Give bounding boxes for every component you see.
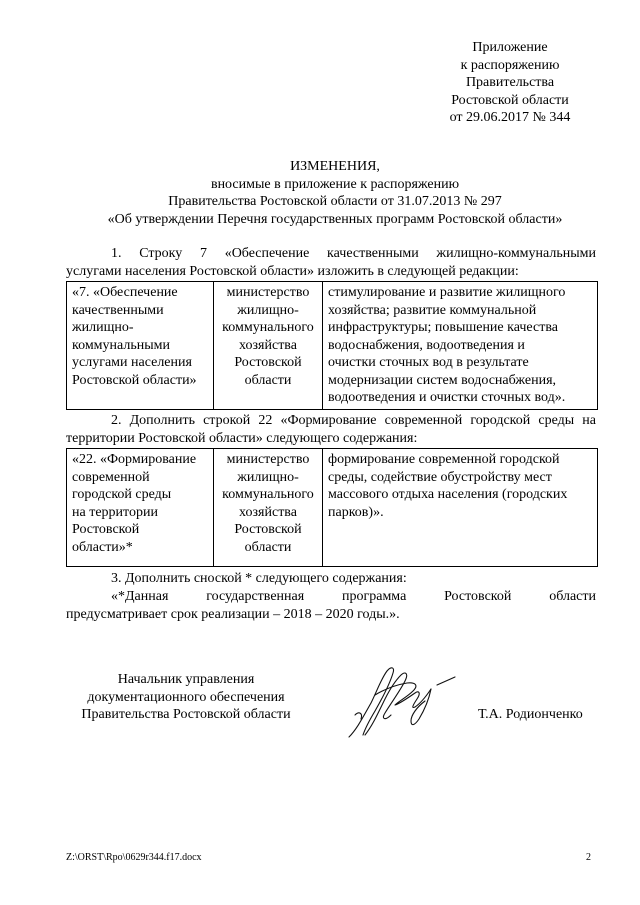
item-2-cont-line: территории Ростовской области» следующего содержания: [66,431,418,446]
title-line: вносимые в приложение к распоряжению [210,176,460,192]
signatory-position: Начальник управления документационного обеспечения Правительства Ростовской области [81,672,291,722]
title-line: «Об утверждении Перечня государственных программ Ростовской области» [107,211,563,227]
handwritten-signature [345,655,460,740]
table-row [67,449,598,567]
program-name-cell: «22. «Формирование современной городской среды на территории Ростовской области»* [67,449,214,567]
appendix-line: к распоряжению [460,57,560,73]
item-2-text [66,412,596,448]
appendix-header [410,39,610,127]
item-1-text [66,245,596,281]
table-row-7 [66,281,598,410]
item-3-first-line: 3. Дополнить сноской * следующего содержания: [111,571,407,586]
directions-cell: формирование современной городской среды, содействие обустройству мест массового отдыха населения (городских парков)». [323,449,598,567]
executor-cell: министерство жилищно- коммунального хозяйства Ростовской области [214,449,323,567]
item-3-cont-line: предусматривает срок реализации – 2018 – 2020 годы.». [66,607,400,622]
item-1-cont-line: услугами населения Ростовской области» изложить в следующей редакции: [66,264,519,279]
appendix-line: Ростовской области [451,92,569,108]
title-heading: ИЗМЕНЕНИЯ, [290,159,380,174]
executor-cell: министерство жилищно- коммунального хозяйства Ростовской области [214,282,323,410]
program-name-cell: «7. «Обеспечение качественными жилищно- коммунальными услугами населения Ростовской области» [67,282,214,410]
signatory-name: Т.А. Родионченко [478,707,583,722]
table-row-22 [66,448,598,567]
appendix-line: Приложение [472,40,548,55]
directions-cell: стимулирование и развитие жилищного хозяйства; развитие коммунальной инфраструктуры; повышение качества водоснабжения, водоотведения и очистки сточных вод в результате модернизации систем водоснабжения, водоотведения и очистки сточных вод». [323,282,598,410]
item-1-first-line: 1. Строку 7 «Обеспечение качественными жилищно-коммунальными [111,246,596,261]
title-line: Правительства Ростовской области от 31.07.2013 № 297 [168,194,502,209]
item-2-first-line: 2. Дополнить строкой 22 «Формирование современной городской среды на [111,413,596,428]
appendix-line: Правительства [465,75,555,90]
page-number: 2 [586,852,591,863]
document-title [40,158,630,228]
appendix-line: от 29.06.2017 № 344 [449,110,571,125]
file-path: Z:\ORST\Rpo\0629r344.f17.docx [66,852,202,863]
item-3-text [66,570,596,624]
table-row [67,282,598,410]
item-3-second-line: «*Данная государственная программа Ростовской области [111,589,596,604]
